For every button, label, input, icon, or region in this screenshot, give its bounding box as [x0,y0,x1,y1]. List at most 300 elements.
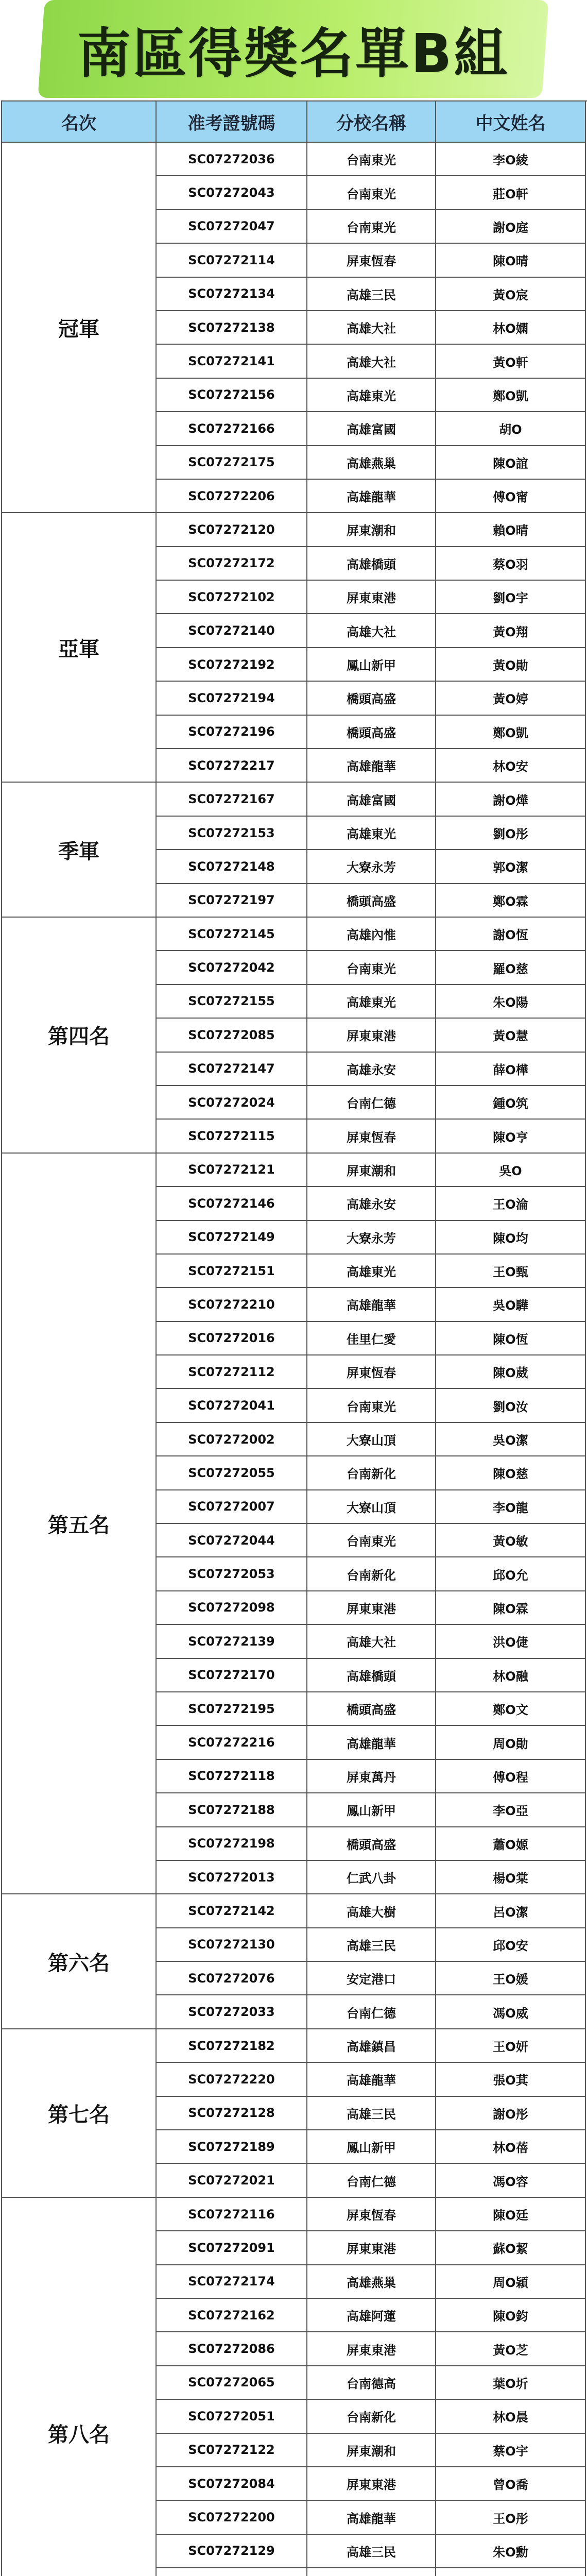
name-cell: 陳O葳 [436,1355,586,1389]
exam-id-cell: SC07272102 [157,581,307,614]
school-cell: 屏東潮和 [307,1154,436,1187]
table-row [157,985,586,1019]
name-cell: 謝O燁 [436,783,586,816]
name-cell: 蕭O嫄 [436,1827,586,1861]
school-cell: 屏東恆春 [307,244,436,277]
name-cell: 李O亞 [436,1793,586,1827]
exam-id-cell: SC07272172 [157,547,307,581]
table-row [157,581,586,614]
rank-label: 第五名 [2,1154,157,1895]
table-row [157,1692,586,1726]
name-cell: 鄭O凱 [436,716,586,749]
rank-group [2,2029,587,2198]
header-school: 分校名稱 [307,101,436,143]
exam-id-cell: SC07272195 [157,1692,307,1726]
exam-id-cell: SC07272042 [157,951,307,985]
exam-id-cell: SC07272170 [157,1659,307,1692]
table-row [157,2097,586,2130]
exam-id-cell: SC07272013 [157,1861,307,1894]
exam-id-cell: SC07272148 [157,850,307,884]
table-row [157,2535,586,2568]
table-row [157,2366,586,2400]
school-cell: 高雄大社 [307,1625,436,1658]
school-cell: 屏東潮和 [307,2434,436,2467]
exam-id-cell [157,2568,307,2576]
school-cell: 高雄東光 [307,985,436,1019]
table-row [157,1524,586,1557]
exam-id-cell: SC07272130 [157,1928,307,1962]
exam-id-cell: SC07272021 [157,2164,307,2197]
name-cell: 李O龍 [436,1490,586,1524]
school-cell: 大寮永芳 [307,850,436,884]
exam-id-cell: SC07272206 [157,480,307,513]
table-row [157,1322,586,1355]
school-cell: 高雄燕巢 [307,446,436,480]
exam-id-cell: SC07272198 [157,1827,307,1861]
table-row [157,2164,586,2197]
name-cell: 李O綾 [436,143,586,176]
page-title: 南區得獎名單B組 [77,22,510,85]
exam-id-cell: SC07272091 [157,2231,307,2265]
name-cell: 葉O圻 [436,2366,586,2400]
table-row [157,682,586,715]
exam-id-cell: SC07272043 [157,176,307,210]
rank-label: 冠軍 [2,143,157,513]
exam-id-cell: SC07272197 [157,884,307,918]
name-cell: 鍾O筑 [436,1086,586,1120]
name-cell: 林O安 [436,749,586,783]
school-cell: 高雄龍華 [307,480,436,513]
table-row [157,1288,586,1321]
school-cell: 鳳山新甲 [307,1793,436,1827]
table-row [157,1389,586,1422]
name-cell: 鄭O霖 [436,884,586,918]
school-cell: 高雄阿蓮 [307,2299,436,2332]
table-row [157,1591,586,1625]
table-row [157,2467,586,2501]
name-cell: 蔡O宇 [436,2434,586,2467]
exam-id-cell: SC07272128 [157,2097,307,2130]
exam-id-cell: SC07272114 [157,244,307,277]
header-rank: 名次 [2,101,157,143]
table-row [157,716,586,749]
name-cell: 王O彤 [436,2501,586,2534]
table-row [157,379,586,412]
table-row [157,412,586,446]
name-cell: 鄭O文 [436,1692,586,1726]
rank-rows [157,2198,586,2576]
table-row [157,345,586,378]
school-cell: 高雄大社 [307,345,436,378]
table-row [157,311,586,345]
table-row [157,2265,586,2299]
exam-id-cell: SC07272086 [157,2332,307,2366]
exam-id-cell: SC07272134 [157,278,307,311]
exam-id-cell: SC07272216 [157,1726,307,1759]
name-cell: 傅O程 [436,1760,586,1793]
exam-id-cell: SC07272156 [157,379,307,412]
table-row [157,1827,586,1861]
table-row [157,2332,586,2366]
school-cell: 屏東萬丹 [307,1760,436,1793]
rank-label: 第八名 [2,2198,157,2576]
name-cell: 王O媛 [436,1962,586,1995]
rank-rows [157,143,586,513]
exam-id-cell: SC07272116 [157,2198,307,2231]
school-cell: 安定港口 [307,1962,436,1995]
rank-label: 季軍 [2,783,157,918]
rank-rows [157,1894,586,2029]
school-cell: 鳳山新甲 [307,648,436,682]
name-cell: 王O淪 [436,1187,586,1221]
name-cell: 林O融 [436,1659,586,1692]
name-cell: 蘇O絜 [436,2231,586,2265]
name-cell: 周O穎 [436,2265,586,2299]
table-row [157,244,586,277]
exam-id-cell: SC07272118 [157,1760,307,1793]
table-row [157,1490,586,1524]
table-row [157,884,586,918]
school-cell: 高雄永安 [307,1187,436,1221]
name-cell: 鄭O凱 [436,379,586,412]
exam-id-cell: SC07272188 [157,1793,307,1827]
title-banner [0,0,587,98]
name-cell: 劉O宇 [436,581,586,614]
school-cell: 高雄永安 [307,1053,436,1086]
school-cell: 橋頭高盛 [307,1827,436,1861]
name-cell: 陳O慈 [436,1456,586,1490]
name-cell: 楊O棠 [436,1861,586,1894]
table-row [157,1760,586,1793]
exam-id-cell: SC07272051 [157,2400,307,2433]
name-cell: 陳O廷 [436,2198,586,2231]
name-cell: 吳O驊 [436,1288,586,1321]
exam-id-cell: SC07272085 [157,1019,307,1052]
table-row [157,1120,586,1153]
exam-id-cell: SC07272055 [157,1456,307,1490]
exam-id-cell: SC07272142 [157,1894,307,1928]
name-cell: 陳O均 [436,1221,586,1255]
exam-id-cell: SC07272002 [157,1423,307,1456]
name-cell: 吳O [436,1154,586,1187]
school-cell: 台南新化 [307,1456,436,1490]
table-row [157,648,586,682]
name-cell: 邱O安 [436,1928,586,1962]
exam-id-cell: SC07272217 [157,749,307,783]
table-row [157,446,586,480]
school-cell: 高雄大社 [307,311,436,345]
school-cell: 高雄東光 [307,1255,436,1288]
table-row [157,2029,586,2063]
school-cell: 屏東東港 [307,1591,436,1625]
school-cell: 橋頭高盛 [307,682,436,715]
exam-id-cell: SC07272147 [157,1053,307,1086]
table-row [157,1019,586,1052]
table-row [157,1456,586,1490]
school-cell: 橋頭高盛 [307,716,436,749]
school-cell: 佳里仁愛 [307,1322,436,1355]
school-cell: 高雄龍華 [307,2501,436,2534]
rank-rows [157,1154,586,1895]
name-cell: 郭O潔 [436,850,586,884]
school-cell [307,2568,436,2576]
results-table [1,100,587,2576]
school-cell: 高雄內惟 [307,918,436,951]
name-cell: 林O嫻 [436,311,586,345]
table-row [157,2130,586,2164]
school-cell: 台南東光 [307,176,436,210]
name-cell: 賴O晴 [436,513,586,547]
name-cell: 黃O敏 [436,1524,586,1557]
name-cell: 曾O喬 [436,2467,586,2501]
school-cell: 台南德高 [307,2366,436,2400]
exam-id-cell: SC07272084 [157,2467,307,2501]
rank-label: 第四名 [2,918,157,1154]
name-cell: 王O妍 [436,2029,586,2063]
exam-id-cell: SC07272007 [157,1490,307,1524]
exam-id-cell: SC07272044 [157,1524,307,1557]
exam-id-cell: SC07272065 [157,2366,307,2400]
school-cell: 大寮永芳 [307,1221,436,1255]
table-header [2,101,587,143]
table-row [157,210,586,244]
name-cell: 陳O恆 [436,1322,586,1355]
exam-id-cell: SC07272162 [157,2299,307,2332]
exam-id-cell: SC07272047 [157,210,307,244]
exam-id-cell: SC07272115 [157,1120,307,1153]
school-cell: 高雄三民 [307,1928,436,1962]
exam-id-cell: SC07272033 [157,1995,307,2029]
name-cell: 陳O誼 [436,446,586,480]
table-row [157,513,586,547]
school-cell: 高雄三民 [307,2097,436,2130]
rank-rows [157,513,586,783]
school-cell: 屏東東港 [307,2332,436,2366]
table-row [157,1659,586,1692]
exam-id-cell: SC07272146 [157,1187,307,1221]
name-cell: 林O蓓 [436,2130,586,2164]
table-row [157,2434,586,2467]
name-cell: 邱O允 [436,1557,586,1591]
name-cell: 羅O慈 [436,951,586,985]
table-row [157,176,586,210]
table-row [157,951,586,985]
name-cell: 胡O [436,412,586,446]
table-row [157,278,586,311]
school-cell: 高雄大樹 [307,1894,436,1928]
table-row [157,1187,586,1221]
school-cell: 大寮山頂 [307,1490,436,1524]
table-row [157,1255,586,1288]
exam-id-cell: SC07272174 [157,2265,307,2299]
school-cell: 台南仁德 [307,1086,436,1120]
name-cell: 黃O慧 [436,1019,586,1052]
name-cell: 謝O恆 [436,918,586,951]
exam-id-cell: SC07272140 [157,614,307,648]
school-cell: 高雄橋頭 [307,547,436,581]
name-cell: 洪O倢 [436,1625,586,1658]
school-cell: 屏東恆春 [307,1355,436,1389]
table-row [157,1995,586,2029]
table-row [157,1355,586,1389]
table-row [157,783,586,816]
name-cell: 黃O宸 [436,278,586,311]
exam-id-cell: SC07272141 [157,345,307,378]
exam-id-cell: SC07272182 [157,2029,307,2063]
rank-rows [157,918,586,1154]
table-row [157,1221,586,1255]
school-cell: 屏東恆春 [307,2198,436,2231]
exam-id-cell: SC07272151 [157,1255,307,1288]
table-row [157,1154,586,1187]
name-cell: 謝O彤 [436,2097,586,2130]
exam-id-cell: SC07272145 [157,918,307,951]
name-cell: 劉O彤 [436,817,586,850]
school-cell: 台南東光 [307,210,436,244]
exam-id-cell: SC07272024 [157,1086,307,1120]
name-cell: 蔡O羽 [436,547,586,581]
table-row [157,2198,586,2231]
name-cell: 劉O汝 [436,1389,586,1422]
name-cell: 張O萁 [436,2063,586,2096]
school-cell: 台南東光 [307,143,436,176]
table-row [157,817,586,850]
exam-id-cell: SC07272194 [157,682,307,715]
table-row [157,2400,586,2433]
exam-id-cell: SC07272220 [157,2063,307,2096]
exam-id-cell: SC07272098 [157,1591,307,1625]
exam-id-cell: SC07272016 [157,1322,307,1355]
school-cell: 台南新化 [307,2400,436,2433]
header-exam-id: 准考證號碼 [157,101,307,143]
school-cell: 屏東東港 [307,2231,436,2265]
name-cell: 陳O晴 [436,244,586,277]
exam-id-cell: SC07272166 [157,412,307,446]
name-cell: 朱O勳 [436,2535,586,2568]
exam-id-cell: SC07272120 [157,513,307,547]
exam-id-cell: SC07272175 [157,446,307,480]
table-row [157,2568,586,2576]
school-cell: 高雄富國 [307,412,436,446]
exam-id-cell: SC07272076 [157,1962,307,1995]
name-cell: 林O晨 [436,2400,586,2433]
name-cell: 王O甄 [436,1255,586,1288]
table-row [157,480,586,513]
name-cell: 黃O婷 [436,682,586,715]
school-cell: 台南仁德 [307,1995,436,2029]
rank-group [2,513,587,783]
school-cell: 高雄橋頭 [307,1659,436,1692]
table-row [157,2231,586,2265]
rank-label: 第六名 [2,1894,157,2029]
name-cell: 黃O翔 [436,614,586,648]
school-cell: 高雄鎮昌 [307,2029,436,2063]
name-cell: 陳O鈞 [436,2299,586,2332]
table-row [157,1086,586,1120]
name-cell: 黃O軒 [436,345,586,378]
rank-group [2,1154,587,1895]
school-cell: 高雄大社 [307,614,436,648]
exam-id-cell: SC07272210 [157,1288,307,1321]
school-cell: 台南東光 [307,951,436,985]
table-row [157,143,586,176]
rank-rows [157,2029,586,2198]
school-cell: 高雄燕巢 [307,2265,436,2299]
exam-id-cell: SC07272112 [157,1355,307,1389]
school-cell: 台南新化 [307,1557,436,1591]
exam-id-cell: SC07272167 [157,783,307,816]
school-cell: 屏東潮和 [307,513,436,547]
name-cell: 薛O樺 [436,1053,586,1086]
exam-id-cell: SC07272122 [157,2434,307,2467]
name-cell: 周O勛 [436,1726,586,1759]
name-cell: 呂O潔 [436,1894,586,1928]
school-cell: 大寮山頂 [307,1423,436,1456]
school-cell: 高雄龍華 [307,1726,436,1759]
rank-group [2,143,587,513]
school-cell: 高雄東光 [307,379,436,412]
exam-id-cell: SC07272189 [157,2130,307,2164]
table-body [2,143,587,2576]
table-row [157,1894,586,1928]
exam-id-cell: SC07272121 [157,1154,307,1187]
school-cell: 高雄龍華 [307,749,436,783]
name-cell: 陳O亨 [436,1120,586,1153]
school-cell: 台南仁德 [307,2164,436,2197]
exam-id-cell: SC07272041 [157,1389,307,1422]
table-row [157,2501,586,2534]
name-cell: 馮O容 [436,2164,586,2197]
table-row [157,614,586,648]
table-row [157,1962,586,1995]
exam-id-cell: SC07272196 [157,716,307,749]
school-cell: 鳳山新甲 [307,2130,436,2164]
school-cell: 屏東恆春 [307,1120,436,1153]
name-cell: 黃O勛 [436,648,586,682]
school-cell: 高雄三民 [307,278,436,311]
table-row [157,2299,586,2332]
school-cell: 屏東東港 [307,2467,436,2501]
exam-id-cell: SC07272155 [157,985,307,1019]
rank-label: 第七名 [2,2029,157,2198]
rank-label: 亞軍 [2,513,157,783]
table-row [157,1861,586,1894]
exam-id-cell: SC07272053 [157,1557,307,1591]
title-highlight [38,0,549,98]
name-cell [436,2568,586,2576]
exam-id-cell: SC07272036 [157,143,307,176]
rank-rows [157,783,586,918]
school-cell: 橋頭高盛 [307,1692,436,1726]
table-row [157,1726,586,1759]
name-cell: 朱O陽 [436,985,586,1019]
name-cell: 馮O威 [436,1995,586,2029]
name-cell: 吳O潔 [436,1423,586,1456]
exam-id-cell: SC07272138 [157,311,307,345]
name-cell: 謝O庭 [436,210,586,244]
table-row [157,1625,586,1658]
table-row [157,1928,586,1962]
school-cell: 高雄東光 [307,817,436,850]
exam-id-cell: SC07272129 [157,2535,307,2568]
name-cell: 黃O芝 [436,2332,586,2366]
name-cell: 陳O霖 [436,1591,586,1625]
exam-id-cell: SC07272192 [157,648,307,682]
school-cell: 高雄龍華 [307,1288,436,1321]
exam-id-cell: SC07272149 [157,1221,307,1255]
exam-id-cell: SC07272139 [157,1625,307,1658]
table-row [157,1557,586,1591]
